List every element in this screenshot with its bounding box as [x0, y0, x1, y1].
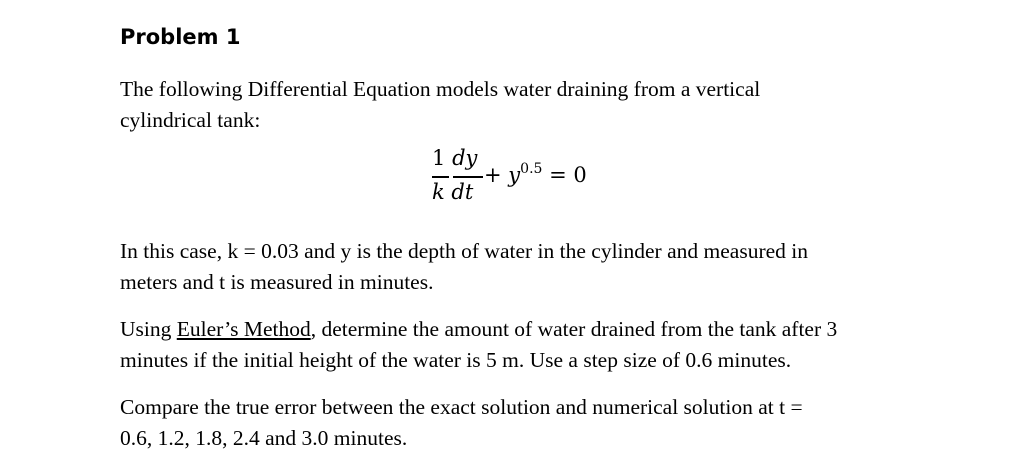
fraction-bar-2 — [453, 176, 483, 178]
intro-line-1: The following Differential Equation models water draining from a vertical — [120, 77, 761, 101]
fraction-bar-1 — [432, 176, 449, 178]
compare-paragraph — [120, 392, 920, 454]
given-values-paragraph — [120, 236, 920, 298]
equals-zero: = 0 — [549, 163, 587, 187]
numerator-dy: dy — [452, 146, 478, 170]
para2-line-1: In this case, k = 0.03 and y is the depth of water in the cylinder and measured in — [120, 239, 808, 263]
equation-numerator — [432, 146, 477, 170]
eulers-method-link[interactable]: Euler’s Method — [176, 317, 311, 341]
differential-equation — [432, 146, 920, 216]
para3-prefix: Using — [120, 317, 177, 341]
para4-line-2: 0.6, 1.2, 1.8, 2.4 and 3.0 minutes. — [120, 426, 408, 450]
numerator-one: 1 — [432, 146, 446, 170]
variable-y: y — [508, 163, 521, 187]
intro-paragraph — [120, 74, 920, 136]
para4-line-1: Compare the true error between the exact solution and numerical solution at t = — [120, 395, 803, 419]
problem-title: Problem 1 — [120, 25, 241, 49]
denominator-k: k — [432, 180, 445, 204]
para3-line-2: minutes if the initial height of the water is 5 m. Use a step size of 0.6 minutes. — [120, 348, 792, 372]
equation-denominator — [432, 180, 473, 204]
intro-line-2: cylindrical tank: — [120, 108, 261, 132]
equation-rest — [484, 163, 587, 187]
euler-paragraph — [120, 314, 920, 376]
document-page — [120, 20, 920, 454]
para3-line-1-rest: , determine the amount of water drained from the tank after 3 — [310, 317, 838, 341]
exponent: 0.5 — [520, 161, 543, 177]
plus-sign: + — [484, 163, 502, 187]
para2-line-2: meters and t is measured in minutes. — [120, 270, 434, 294]
denominator-dt: dt — [451, 180, 474, 204]
